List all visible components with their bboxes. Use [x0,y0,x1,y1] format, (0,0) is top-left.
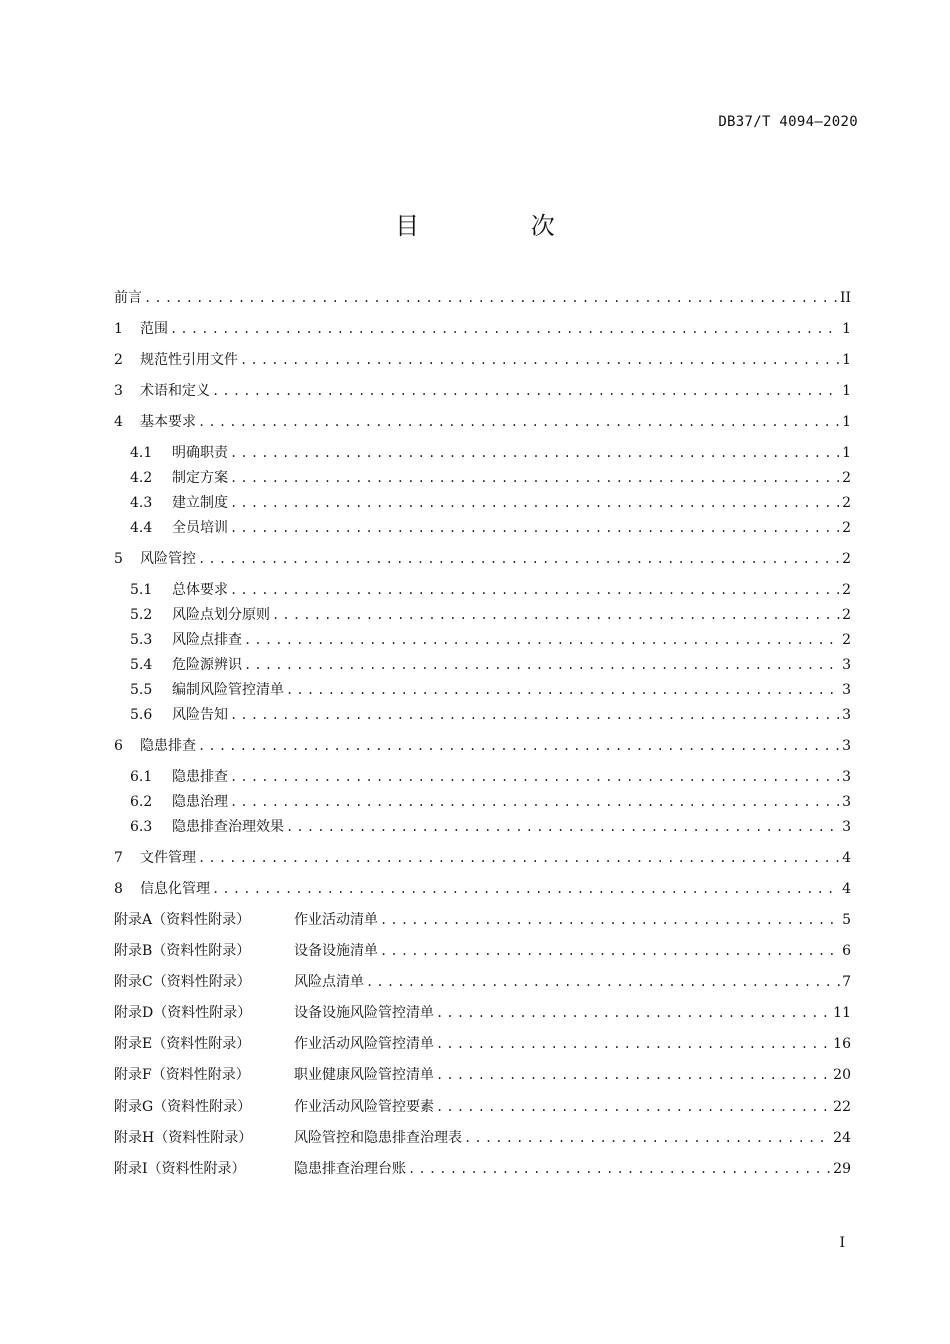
toc-dot-leader [144,287,838,309]
toc-number: 4.3 [130,495,153,511]
toc-number: 6.2 [130,794,153,810]
toc-page-number: 5 [842,912,851,928]
toc-page-number: 24 [833,1130,851,1146]
page-title: 目 次 [395,212,607,240]
toc-label: 规范性引用文件 [140,352,238,368]
toc-label: 术语和定义 [140,383,210,399]
toc-dot-leader [198,411,840,433]
toc-page-number: 2 [842,582,851,598]
toc-entry[interactable] [130,679,851,701]
toc-page-number: 16 [833,1036,851,1052]
toc-entry[interactable] [114,940,851,962]
toc-label: 风险管控和隐患排查治理表 [294,1130,462,1146]
toc-label: 编制风险管控清单 [172,682,284,698]
toc-entry[interactable] [114,287,851,309]
toc-entry[interactable] [130,816,851,838]
table-of-contents [114,0,851,1344]
toc-dot-leader [408,1158,831,1180]
toc-dot-leader [436,1096,831,1118]
toc-entry[interactable] [114,1033,851,1055]
toc-label: 风险点清单 [294,974,364,990]
toc-number: 6 [114,738,123,754]
toc-number: 5.3 [130,632,153,648]
toc-entry[interactable] [114,1096,851,1118]
toc-page-number: 6 [842,943,851,959]
toc-label: 隐患排查 [140,738,196,754]
toc-number: 5.2 [130,607,153,623]
toc-entry[interactable] [114,1127,851,1149]
toc-label: 职业健康风险管控清单 [294,1067,434,1083]
toc-dot-leader [230,579,840,601]
toc-number: 4.1 [130,445,153,461]
toc-page-number: 2 [842,520,851,536]
toc-page-number: 2 [842,470,851,486]
toc-label: 隐患治理 [172,794,228,810]
toc-page-number: 20 [833,1067,851,1083]
toc-label: 作业活动清单 [294,912,378,928]
toc-entry[interactable] [114,548,851,570]
toc-appendix-id: 附录C（资料性附录） [114,974,251,990]
toc-page-number: 1 [842,321,851,337]
toc-number: 4 [114,414,123,430]
toc-dot-leader [230,517,840,539]
toc-entry[interactable] [114,909,851,931]
toc-page-number: 4 [842,850,851,866]
toc-entry[interactable] [114,1158,851,1180]
toc-entry[interactable] [114,1002,851,1024]
toc-number: 5.4 [130,657,153,673]
toc-entry[interactable] [114,847,851,869]
toc-page-number: 7 [842,974,851,990]
toc-entry[interactable] [114,971,851,993]
toc-dot-leader [240,349,840,371]
toc-dot-leader [244,629,840,651]
toc-page-number: 1 [842,414,851,430]
toc-entry[interactable] [114,1064,851,1086]
toc-dot-leader [380,940,840,962]
toc-dot-leader [170,318,840,340]
toc-dot-leader [272,604,840,626]
toc-page-number: 3 [842,657,851,673]
toc-number: 4.2 [130,470,153,486]
toc-entry[interactable] [114,349,851,371]
toc-appendix-id: 附录B（资料性附录） [114,943,251,959]
toc-number: 6.1 [130,769,153,785]
toc-page-number: 1 [842,445,851,461]
toc-page-number: 3 [842,819,851,835]
toc-number: 5.1 [130,582,153,598]
toc-number: 7 [114,850,123,866]
toc-label: 全员培训 [172,520,228,536]
toc-label: 隐患排查 [172,769,228,785]
toc-entry[interactable] [130,766,851,788]
toc-label: 危险源辨识 [172,657,242,673]
toc-page-number: 11 [833,1005,851,1021]
toc-appendix-id: 附录G（资料性附录） [114,1099,252,1115]
toc-label: 设备设施清单 [294,943,378,959]
toc-entry[interactable] [114,318,851,340]
toc-appendix-id: 附录A（资料性附录） [114,912,251,928]
toc-appendix-id: 附录E（资料性附录） [114,1036,251,1052]
toc-entry[interactable] [130,517,851,539]
page-number: I [839,1235,845,1251]
toc-page-number: 22 [833,1099,851,1115]
toc-dot-leader [464,1127,831,1149]
toc-page-number: 1 [842,352,851,368]
toc-dot-leader [198,735,840,757]
toc-dot-leader [230,704,840,726]
toc-label: 隐患排查治理效果 [172,819,284,835]
toc-label: 文件管理 [140,850,196,866]
toc-number: 3 [114,383,123,399]
toc-number: 4.4 [130,520,153,536]
toc-dot-leader [244,654,840,676]
toc-dot-leader [436,1033,831,1055]
toc-entry[interactable] [114,878,851,900]
toc-page-number: 3 [842,738,851,754]
toc-dot-leader [286,679,840,701]
toc-label: 信息化管理 [140,881,210,897]
toc-dot-leader [380,909,840,931]
toc-dot-leader [436,1064,831,1086]
toc-entry[interactable] [130,629,851,651]
toc-page-number: 3 [842,682,851,698]
toc-entry[interactable] [130,442,851,464]
toc-label: 风险告知 [172,707,228,723]
toc-appendix-id: 附录H（资料性附录） [114,1130,253,1146]
toc-label: 风险点排查 [172,632,242,648]
standard-code: DB37/T 4094—2020 [718,114,858,130]
toc-entry[interactable] [130,492,851,514]
toc-number: 6.3 [130,819,153,835]
toc-appendix-id: 附录I（资料性附录） [114,1161,246,1177]
toc-entry[interactable] [114,411,851,433]
toc-number: 5.6 [130,707,153,723]
toc-label: 隐患排查治理台账 [294,1161,406,1177]
toc-dot-leader [230,791,840,813]
toc-page-number: 2 [842,495,851,511]
toc-page-number: 3 [842,707,851,723]
toc-page-number: 2 [842,551,851,567]
toc-entry[interactable] [130,704,851,726]
toc-number: 1 [114,321,123,337]
toc-number: 5 [114,551,123,567]
toc-entry[interactable] [114,735,851,757]
toc-label: 明确职责 [172,445,228,461]
toc-dot-leader [230,467,840,489]
toc-page-number: 3 [842,769,851,785]
toc-page-number: 1 [842,383,851,399]
toc-entry[interactable] [130,791,851,813]
toc-number: 5.5 [130,682,153,698]
toc-label: 作业活动风险管控清单 [294,1036,434,1052]
toc-number: 2 [114,352,123,368]
toc-dot-leader [230,492,840,514]
toc-dot-leader [436,1002,831,1024]
toc-number: 8 [114,881,123,897]
toc-page-number: 2 [842,632,851,648]
toc-dot-leader [198,847,840,869]
toc-page-number: 3 [842,794,851,810]
toc-label: 设备设施风险管控清单 [294,1005,434,1021]
toc-label: 范围 [140,321,168,337]
toc-dot-leader [286,816,840,838]
toc-appendix-id: 附录D（资料性附录） [114,1005,252,1021]
toc-entry[interactable] [130,579,851,601]
toc-dot-leader [198,548,840,570]
toc-dot-leader [212,878,840,900]
toc-label: 前言 [114,290,142,306]
toc-entry[interactable] [114,380,851,402]
toc-dot-leader [366,971,840,993]
toc-page-number: 29 [833,1161,851,1177]
toc-appendix-id: 附录F（资料性附录） [114,1067,250,1083]
toc-label: 风险管控 [140,551,196,567]
toc-label: 总体要求 [172,582,228,598]
toc-dot-leader [230,766,840,788]
toc-page-number: II [839,290,851,306]
toc-dot-leader [212,380,840,402]
toc-page-number: 2 [842,607,851,623]
toc-dot-leader [230,442,840,464]
toc-label: 作业活动风险管控要素 [294,1099,434,1115]
toc-entry[interactable] [130,654,851,676]
toc-entry[interactable] [130,604,851,626]
toc-label: 建立制度 [172,495,228,511]
toc-label: 制定方案 [172,470,228,486]
toc-page-number: 4 [842,881,851,897]
toc-label: 基本要求 [140,414,196,430]
toc-entry[interactable] [130,467,851,489]
toc-label: 风险点划分原则 [172,607,270,623]
